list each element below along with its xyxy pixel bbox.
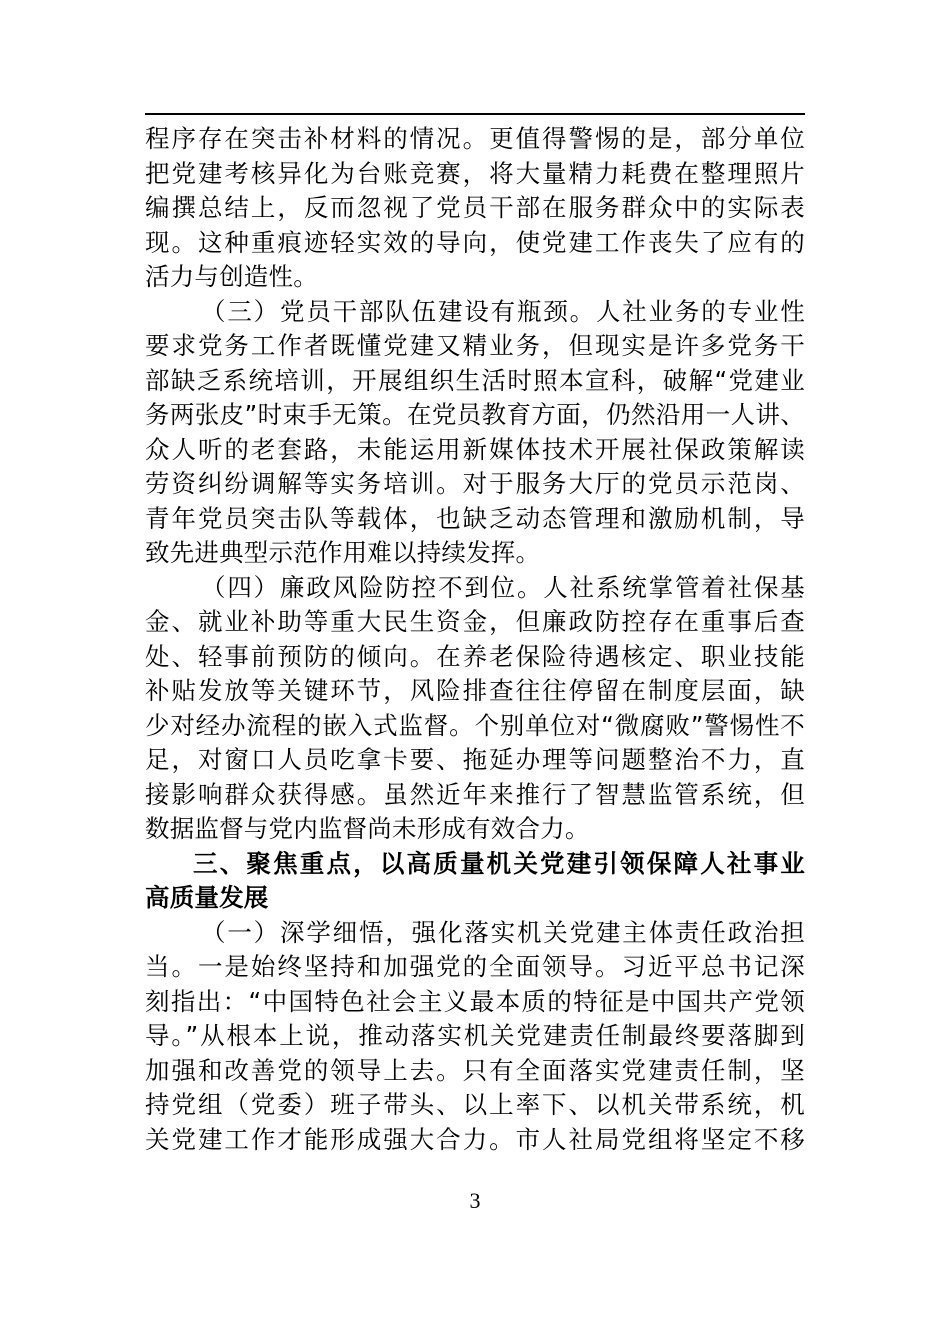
- text-line: 少对经办流程的嵌入式监督。个别单位对“微腐败”警惕性不: [145, 710, 805, 740]
- text-line: 接影响群众获得感。虽然近年来推行了智慧监管系统，但: [145, 779, 805, 809]
- header-rule: [145, 113, 805, 115]
- section-heading-line: 三、聚焦重点，以高质量机关党建引领保障人社事业: [193, 848, 805, 878]
- text-line: 持党组（党委）班子带头、以上率下、以机关带系统，机: [145, 1090, 805, 1119]
- text-line: 刻指出：“中国特色社会主义最本质的特征是中国共产党领: [145, 986, 805, 1016]
- text-line: 现。这种重痕迹轻实效的导向，使党建工作丧失了应有的: [145, 227, 805, 257]
- text-line: 补贴发放等关键环节，风险排查往往停留在制度层面，缺: [145, 676, 805, 705]
- text-line: （三）党员干部队伍建设有瓶颈。人社业务的专业性: [201, 296, 805, 326]
- text-line: 足，对窗口人员吃拿卡要、拖延办理等问题整治不力，直: [145, 745, 805, 774]
- text-line: 程序存在突击补材料的情况。更值得警惕的是，部分单位: [145, 124, 805, 153]
- text-line: 致先进典型示范作用难以持续发挥。: [145, 538, 541, 567]
- text-line: 青年党员突击队等载体，也缺乏动态管理和激励机制，导: [145, 503, 805, 533]
- text-line: 导。”从根本上说，推动落实机关党建责任制最终要落脚到: [145, 1021, 805, 1050]
- text-line: （一）深学细悟，强化落实机关党建主体责任政治担: [201, 917, 805, 947]
- text-line: 编撰总结上，反而忽视了党员干部在服务群众中的实际表: [145, 193, 805, 222]
- text-line: 活力与创造性。: [145, 262, 318, 291]
- text-line: 关党建工作才能形成强大合力。市人社局党组将坚定不移: [145, 1124, 805, 1154]
- text-line: 当。一是始终坚持和加强党的全面领导。习近平总书记深: [145, 952, 805, 981]
- text-line: 众人听的老套路，未能运用新媒体技术开展社保政策解读: [145, 434, 805, 464]
- text-line: 数据监督与党内监督尚未形成有效合力。: [145, 814, 590, 843]
- body-text: [145, 122, 805, 1157]
- page-number: 3: [469, 1188, 481, 1213]
- text-line: 要求党务工作者既懂党建又精业务，但现实是许多党务干: [145, 331, 805, 360]
- text-line: 劳资纠纷调解等实务培训。对于服务大厅的党员示范岗、: [145, 469, 805, 498]
- text-line: 处、轻事前预防的倾向。在养老保险待遇核定、职业技能: [145, 641, 805, 671]
- text-line: 把党建考核异化为台账竞赛，将大量精力耗费在整理照片: [145, 158, 805, 188]
- text-line: （四）廉政风险防控不到位。人社系统掌管着社保基: [201, 572, 805, 602]
- text-line: 务两张皮”时束手无策。在党员教育方面，仍然沿用一人讲、: [145, 400, 805, 429]
- text-line: 金、就业补助等重大民生资金，但廉政防控存在重事后查: [145, 607, 805, 636]
- text-line: 部缺乏系统培训，开展组织生活时照本宣科，破解“党建业: [145, 365, 805, 395]
- section-heading-line: 高质量发展: [145, 883, 269, 912]
- text-line: 加强和改善党的领导上去。只有全面落实党建责任制，坚: [145, 1055, 805, 1085]
